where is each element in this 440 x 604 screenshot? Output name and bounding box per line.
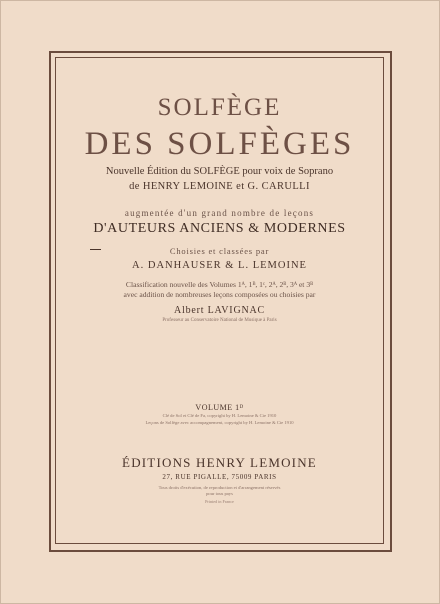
outer-border (49, 51, 392, 552)
volume-label: VOLUME 1ᴰ (195, 403, 244, 412)
volume-note-1: Clé de Sol et Clé de Fa, copyright by H. Lemoine & Cie 1910 (162, 413, 277, 418)
lavignac-name: Albert LAVIGNAC (174, 305, 265, 316)
authors: de HENRY LEMOINE et G. CARULLI (129, 181, 310, 192)
inner-border (55, 57, 384, 544)
auteurs-heading: D'AUTEURS ANCIENS & MODERNES (93, 221, 346, 236)
publisher-address: 27, RUE PIGALLE, 75009 PARIS (162, 473, 277, 481)
chosen-by: Choisies et classées par (169, 246, 270, 256)
augmented-note: augmentée d'un grand nombre de leçons (124, 208, 315, 218)
lavignac-title: Professeur au Conservatoire National de Musique à Paris (162, 318, 277, 323)
title-line-2: DES SOLFÈGES (84, 126, 355, 162)
volume-note-2: Leçons de Solfège avec accompagnement, copyright by H. Lemoine & Cie 1910 (145, 420, 294, 425)
title-line-1: SOLFÈGE (157, 94, 282, 121)
publisher: ÉDITIONS HENRY LEMOINE (122, 455, 317, 470)
printed-in: Printed in France (205, 499, 234, 504)
classification-line-2: avec addition de nombreuses leçons composées ou choisies par (123, 290, 316, 299)
classification-line-1: Classification nouvelle des Volumes 1ᴬ, 1ᴮ, 1ᶜ, 2ᴬ, 2ᴮ, 3ᴬ et 3ᴮ (125, 280, 314, 289)
editors: A. DANHAUSER & L. LEMOINE (132, 260, 307, 271)
rights-line-1: Tous droits d'exécution, de reproduction et d'arrangement réservés (158, 485, 281, 490)
subtitle: Nouvelle Édition du SOLFÈGE pour voix de Soprano (105, 166, 334, 177)
cover-content (56, 58, 383, 543)
rights-line-2: pour tous pays (206, 491, 233, 496)
